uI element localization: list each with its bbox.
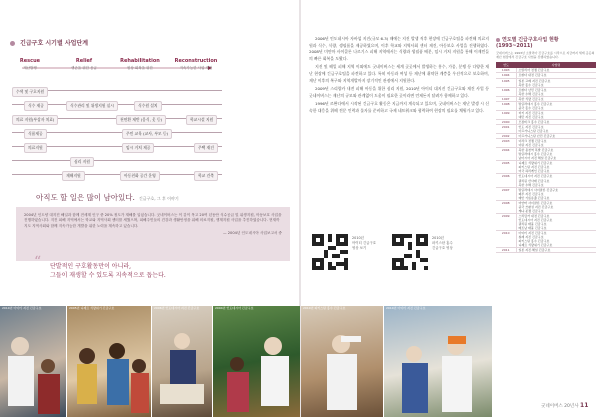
table-row [496,101,596,110]
photo [213,306,300,417]
pull-quote [34,254,166,280]
phase-timeline [12,58,218,76]
row-year: 2011 [496,248,516,253]
photo [384,306,492,417]
quote-heading-small: 긴급구호, 그 후 이야기 [138,196,179,201]
project-item: 인도 지진 긴급구호 [518,124,544,129]
flow-item: 재해지원 [62,171,85,181]
photo-caption: 2010년 파키스탄 홍수 긴급구호 [303,306,346,310]
table-row [496,161,596,174]
phase-reconstruction: Reconstruction 지속가능한 사업 재건 [174,58,218,70]
section-title: 긴급구호 시기별 사업단계 [20,40,89,47]
project-item: 대만 지진 긴급구호 [518,114,544,119]
row-year: 2000 [496,119,516,124]
left-photo-strip [0,306,300,417]
project-item: 필리핀 산사태 긴급구호 [518,178,550,183]
phase-relief: Relief 생존을 위한 응급 [71,58,97,70]
project-item: 방글라데시 홍수 긴급구호 [518,152,553,157]
table-row [496,87,596,96]
body-paragraph: 지진 및 해일 피해 지역 이외에도 굿네이버스는 세계 곳곳에서 발생하는 홍수, 가뭄, 분쟁 등 다양한 재난 현장에 긴급구호팀을 파견하고 있다. 특히 아동과 여성 등 재난에 취약한 계층을 우선적으로 보호하며, 재난 이후의 복구와 지역개발까지 장기적인 관점에서 지원한다. [309,64,489,83]
photo-doctor-image [0,306,66,417]
row-year: 2005 [496,161,516,174]
quote-heading: 아직도 할 일은 많이 남아있다. 긴급구호, 그 후 이야기 [36,193,179,202]
photo [67,306,151,417]
row-projects [516,110,596,119]
table-row [496,231,596,248]
table-row [496,213,596,230]
row-year: 2006 [496,174,516,187]
project-item: 케냐 분쟁 긴급구호 [518,208,544,213]
table-row [496,78,596,87]
footer-text: 굿네이버스 20년사 [541,404,579,409]
row-year: 2001 [496,124,516,133]
flow-item: 식수 제공 [24,101,48,111]
row-year: 1999 [496,110,516,119]
page-number: 11 [580,402,589,409]
col-project: 사업명 [516,62,596,68]
phase-flow-diagram [10,82,230,187]
row-projects [516,174,596,187]
page-footer [541,402,588,409]
sidebar-description: 굿네이버스는 1993년 소말리아 긴급구호를 시작으로 지금까지 세계 곳곳의 재난 현장에서 긴급구호 사업을 진행하였습니다. [496,51,595,60]
flow-item: 식수관리 및 위생지원 실시 [66,101,118,111]
row-year: 1997 [496,96,516,101]
project-item: 이라크 전쟁 긴급구호 [518,139,547,144]
qr-code-icon[interactable] [392,234,428,270]
qr-code-icon[interactable] [312,234,348,270]
flow-item: 주택 재건 [194,143,218,153]
photo [301,306,383,417]
flow-item: 천연환 제반 (음식, 옷 등) [116,115,166,125]
project-item: 니제르 식량위기 긴급구호 [518,161,553,166]
phase-rehabilitation: Rehabilitation 원상 회복을 위한 [120,58,160,70]
row-projects [516,124,596,133]
project-item: 스리랑카 내전 긴급구호 [518,213,550,218]
project-item: 북한 수해 긴급구호 [518,182,544,187]
photo-children-image [67,306,151,417]
project-item: 소말리아 전쟁 긴급구호 [518,68,550,73]
project-item: 아프가니스탄 긴급구호 [518,129,549,134]
flow-item: 심리 지원 [70,157,94,167]
row-projects [516,139,596,148]
photo-caption: 2005년 니제르 식량위기 긴급구호 [69,306,115,310]
table-row [496,174,596,187]
right-photo-strip [301,306,492,417]
row-projects [516,231,596,248]
row-projects [516,187,596,200]
project-item: 르완다 내전 긴급구호 [518,73,547,78]
project-item: 아프가니스탄 난민 긴급구호 [518,134,556,139]
table-row [496,187,596,200]
phase-rescue: Rescue 재난발생 [19,58,41,70]
project-item: 페루 지진 긴급구호 [518,191,544,196]
row-projects [516,213,596,230]
row-projects [516,101,596,110]
quote-body: 2004년 인도양 대지진 해일과 함께 전세계 인구 중 20% 정도가 재해를 입었습니다. 굿네이버스는 이 같이 목고 20여 년동안 식수공급 및 위생지원, 아동보호 사업을 진행하였습니다. 지진 피해 지역에서는 학교와 지역사회 센터를 세웠으며, 피해주민들의 건강과 생활안정을 위해 의료지원, 생계지원 사업을 추진하였습니다. 현재까지도 지역사회와 함께 지속가능한 개발을 위한 노력을 계속하고 있습니다. [24,213,282,228]
table-row [496,148,596,161]
row-year: 2008 [496,200,516,213]
row-year: 2007 [496,187,516,200]
history-body [496,68,596,252]
row-projects [516,200,596,213]
flow-item: 의료 지원(부상자 치료) [12,115,58,125]
photo-caption: 2004년 인도네시아 긴급구호 [215,306,254,310]
table-row [496,110,596,119]
pull-quote-line2: 그들이 재생할 수 있도록 지속적으로 돕는다. [50,272,166,279]
project-item: 필리핀 태풍 긴급구호 [518,222,547,226]
project-item: 미얀마 사이클론 긴급구호 [518,200,553,205]
quote-box [16,207,290,261]
project-item: 니제르 식량위기 긴급구호 [518,243,553,248]
photo [152,306,212,417]
project-item: 중국 홍수 긴급구호 [518,105,544,110]
flow-item: 의료지원 [24,143,47,153]
project-item: 북한 용천역 폭발 긴급구호 [518,148,554,153]
flow-item: 임시 거처 제공 [122,143,154,153]
section-heading [10,38,88,47]
project-item: 파키스탄 지진 긴급구호 [518,165,550,170]
article-body [309,36,489,115]
bullet-icon [496,38,500,42]
project-item: 일본 고베 지진 긴급구호 [518,78,551,83]
flow-item: 식수원 설치 [134,101,162,111]
photo [0,306,66,417]
qr-label: 2010년 아이티 긴급구호 영상 보기 [352,236,377,250]
row-year: 2002 [496,134,516,139]
quote-source: — 2004년 인도네시아 사업보고서 중 [223,231,282,236]
project-item: 중국 쓰촨성 지진 긴급구호 [518,204,554,209]
row-year: 1993 [496,68,516,73]
quote-mark-icon: “ [34,254,42,270]
body-paragraph: 2006년 인도네시아 자바섬 지진(규모 6.3) 때에는 지진 발생 직후 현장에 긴급구호팀을 파견해 의료지원과 식수, 식량, 생필품을 제공하였으며, 이후 학교와 지역사회 센터 재건, 아동보호 사업을 진행하였다. 2008년 미얀마 사이클론 나르기스 피해 지역에서는 식량과 생필품 배분, 임시 거처 지원을 통해 이재민들의 빠른 회복을 도왔다. [309,36,489,61]
photo-medical-image [384,306,492,417]
photo-volunteer-image [301,306,383,417]
table-row [496,200,596,213]
table-row [496,139,596,148]
row-year: 1995 [496,78,516,87]
history-table [496,62,596,253]
bullet-icon [10,41,15,46]
row-year: 2009 [496,213,516,230]
project-item: 칠레 지진 긴급구호 [518,235,544,240]
row-year: 1996 [496,87,516,96]
row-projects [516,248,596,253]
project-item: 아이티 지진 긴급구호 [518,231,547,236]
qr-label: 2010년 파키스탄 홍수 긴급구호 영상 [432,236,453,250]
project-item: 방글라데시 사이클론 긴급구호 [518,187,559,192]
table-row [496,248,596,253]
flow-item: 학교시설 지원 [186,115,217,125]
project-item: 이란 지진 긴급구호 [518,143,544,148]
flow-item: 학교 건축 [194,171,218,181]
qr-codes [312,234,492,274]
photo-caption: 2010년 아이티 지진 긴급구호 [2,306,42,310]
project-item: 베트남 태풍 긴급구호 [518,226,547,231]
row-projects [516,78,596,87]
row-projects [516,148,596,161]
project-item: 터키 지진 긴급구호 [518,110,544,115]
project-item: 북한 수해 긴급구호 [518,91,544,96]
body-paragraph: 2009년 스리랑카 내전 피해 아동을 위한 심리 지원, 2010년 아이티 대지진 긴급구호와 재건 사업 등 굿네이버스는 재난의 규모와 관계없이 도움이 필요한 곳이라면 언제든지 달려가 함께하고 있다. [309,86,489,98]
project-item: 파키스탄 홍수 긴급구호 [518,239,550,244]
flow-item: 주민 교육 (교사, 부모 등) [122,129,172,139]
flow-item: 식품제공 [24,129,47,139]
flow-item: 수색 및 구호지원 [12,87,48,97]
row-year: 2003 [496,139,516,148]
project-item: 미국 허리케인 긴급구호 [518,169,550,174]
project-item: 북한 식량 긴급구호 [518,96,544,101]
project-item: 인도네시아 지진 긴급구호 [518,174,553,179]
project-item: 태안 기름유출 긴급구호 [518,195,550,200]
project-item: 모잠비크 홍수 긴급구호 [518,119,550,124]
project-item: 일본 지진·해일 긴급구호 [518,248,551,253]
sidebar-title: 연도별 긴급구호사업 현황 (1993~2011) [496,37,559,49]
row-year: 1994 [496,73,516,78]
row-year: 1998 [496,101,516,110]
project-item: 방글라데시 홍수 긴급구호 [518,101,553,106]
project-item: 남아시아 지진 해일 긴급구호 [518,156,557,161]
photo-caption: 2006년 인도네시아 지진 긴급구호 [154,306,200,310]
row-year: 2010 [496,231,516,248]
table-row [496,124,596,133]
sidebar-history [496,36,596,417]
row-projects [516,87,596,96]
pull-quote-line1: 단발적인 구호활동만이 아니라, [50,263,132,270]
row-projects [516,161,596,174]
body-paragraph: 1996년 르완다에서 시작된 긴급구호 활동은 지금까지 계속되고 있으며, 굿네이버스는 재난 발생 시 신속한 대응을 위해 전문 인력과 물자를 준비하고 국제 네트워크와 협력하여 현장의 필요를 채워가고 있다. [309,101,489,113]
photo-aid-image [152,306,212,417]
col-year: 연도 [496,62,516,68]
flow-item: 아동친화 공간 운영 [120,171,160,181]
project-item: 북한 홍수 긴급구호 [518,82,544,87]
project-item: 르완다 난민 긴급구호 [518,87,547,92]
photo-caption: 2010년 아이티 지진 긴급구호 [386,306,426,310]
row-year: 2004 [496,148,516,161]
photo-distribution-image [213,306,300,417]
project-item: 인도네시아 지진 긴급구호 [518,217,553,222]
